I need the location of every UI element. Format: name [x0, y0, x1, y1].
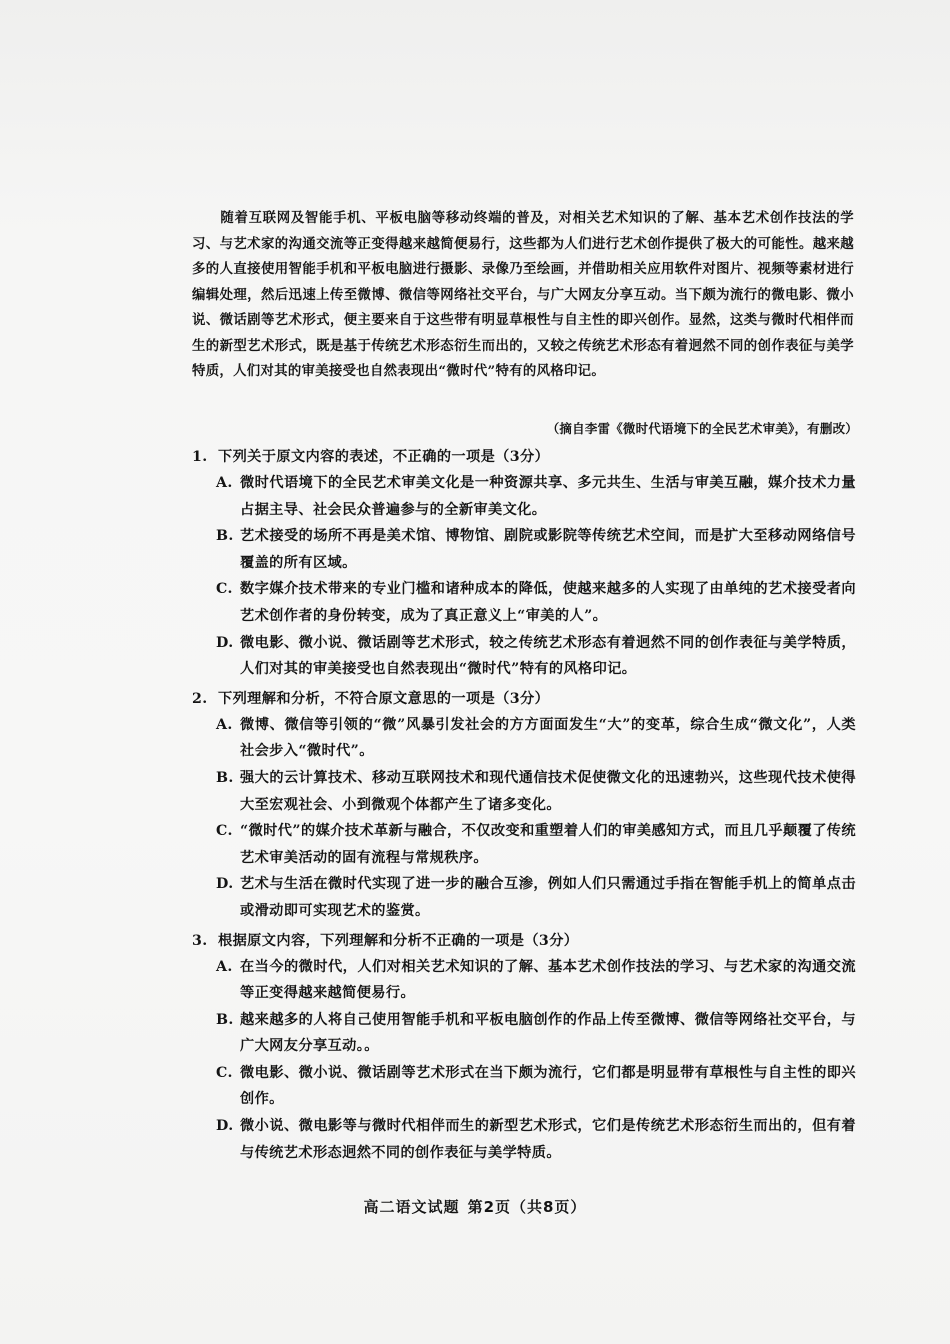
reading-passage — [192, 206, 854, 385]
question-text: 下列关于原文内容的表述，不正确的一项是（3分） — [218, 449, 550, 465]
option-d — [192, 1113, 856, 1166]
option-letter: C. — [216, 1064, 233, 1081]
option-letter: A. — [216, 958, 233, 975]
question-stem — [192, 686, 856, 712]
option-letter: C. — [216, 823, 233, 840]
option-text: 在当今的微时代，人们对相关艺术知识的了解、基本艺术创作技法的学习、与艺术家的沟通交流等正变得越来越简便易行。 — [240, 958, 856, 1002]
question-list — [192, 441, 856, 1166]
option-c — [192, 818, 856, 871]
option-a — [192, 470, 856, 523]
option-a — [192, 954, 856, 1007]
question-text: 根据原文内容，下列理解和分析不正确的一项是（3分） — [218, 932, 579, 949]
option-letter: A. — [216, 716, 233, 733]
page-footer — [0, 1196, 950, 1217]
option-c — [192, 576, 856, 629]
option-text: 数字媒介技术带来的专业门槛和诸种成本的降低，使越来越多的人实现了由单纯的艺术接受者向艺术创作者的身份转变，成为了真正意义上“审美的人”。 — [240, 581, 856, 624]
option-letter: B. — [216, 528, 234, 545]
option-letter: B. — [216, 769, 234, 786]
option-letter: D. — [216, 1118, 234, 1135]
option-text: 微电影、微小说、微话剧等艺术形式在当下颇为流行，它们都是明显带有草根性与自主性的即兴创作。 — [240, 1064, 856, 1108]
passage-text: 随着互联网及智能手机、平板电脑等移动终端的普及，对相关艺术知识的了解、基本艺术创作技法的学习、与艺术家的沟通交流等正变得越来越简便易行，这些都为人们进行艺术创作提供了极大的可能性。越来越多的人直接使用智能手机和平板电脑进行摄影、录像乃至绘画，并借助相关应用软件对图片、视频等素材进行编辑处理，然后迅速上传至微博、微信等网络社交平台，与广大网友分享互动。当下颇为流行的微电影、微小说、微话剧等艺术形式，便主要来自于这些带有明显草根性与自主性的即兴创作。显然，这类与微时代相伴而生的新型艺术形式，既是基于传统艺术形态衍生而出的，又较之传统艺术形态有着迥然不同的创作表征与美学特质，人们对其的审美接受也自然表现出“微时代”特有的风格印记。 — [192, 210, 854, 379]
option-letter: C. — [216, 581, 233, 598]
footer-subject: 高二语文试题 — [363, 1198, 460, 1216]
question-text: 下列理解和分析，不符合原文意思的一项是（3分） — [218, 690, 550, 707]
option-c — [192, 1060, 856, 1113]
footer-page-number: 第2页（共8页） — [467, 1198, 587, 1216]
option-a — [192, 712, 856, 765]
option-d — [192, 871, 856, 924]
option-text: 艺术接受的场所不再是美术馆、博物馆、剧院或影院等传统艺术空间，而是扩大至移动网络信号覆盖的所有区域。 — [240, 528, 856, 571]
option-text: 微电影、微小说、微话剧等艺术形式，较之传统艺术形态有着迥然不同的创作表征与美学特质，人们对其的审美接受也自然表现出“微时代”特有的风格印记。 — [240, 634, 856, 678]
option-text: 微时代语境下的全民艺术审美文化是一种资源共享、多元共生、生活与审美互融，媒介技术力量占据主导、社会民众普遍参与的全新审美文化。 — [240, 475, 856, 518]
option-text: 微博、微信等引领的“微”风暴引发社会的方方面面发生“大”的变革，综合生成“微文化”，人类社会步入“微时代”。 — [240, 716, 856, 760]
question-stem — [192, 444, 856, 470]
passage-source: （摘自李雷《微时代语境下的全民艺术审美》，有删改） — [546, 421, 858, 436]
question-1 — [192, 444, 856, 683]
option-letter: D. — [216, 634, 234, 651]
option-b — [192, 765, 856, 818]
option-letter: D. — [216, 876, 234, 893]
question-stem — [192, 928, 856, 954]
option-d — [192, 630, 856, 683]
option-text: 微小说、微电影等与微时代相伴而生的新型艺术形式，它们是传统艺术形态衍生而出的，但有着与传统艺术形态迥然不同的创作表征与美学特质。 — [240, 1118, 856, 1161]
option-letter: A. — [216, 475, 233, 491]
option-letter: B. — [216, 1011, 234, 1028]
option-text: 艺术与生活在微时代实现了进一步的融合互渗，例如人们只需通过手指在智能手机上的简单点击或滑动即可实现艺术的鉴赏。 — [240, 876, 856, 919]
question-number: 3. — [192, 932, 208, 949]
option-text: “微时代”的媒介技术革新与融合，不仅改变和重塑着人们的审美感知方式，而且几乎颠覆了传统艺术审美活动的固有流程与常规秩序。 — [240, 823, 856, 866]
option-b — [192, 1007, 856, 1060]
question-3 — [192, 928, 856, 1167]
option-text: 越来越多的人将自己使用智能手机和平板电脑创作的作品上传至微博、微信等网络社交平台，与广大网友分享互动。。 — [240, 1011, 856, 1055]
option-b — [192, 523, 856, 576]
question-number: 2. — [192, 690, 208, 707]
question-2 — [192, 686, 856, 925]
question-number: 1. — [192, 449, 208, 465]
option-text: 强大的云计算技术、移动互联网技术和现代通信技术促使微文化的迅速勃兴，这些现代技术使得大至宏观社会、小到微观个体都产生了诸多变化。 — [240, 769, 856, 813]
